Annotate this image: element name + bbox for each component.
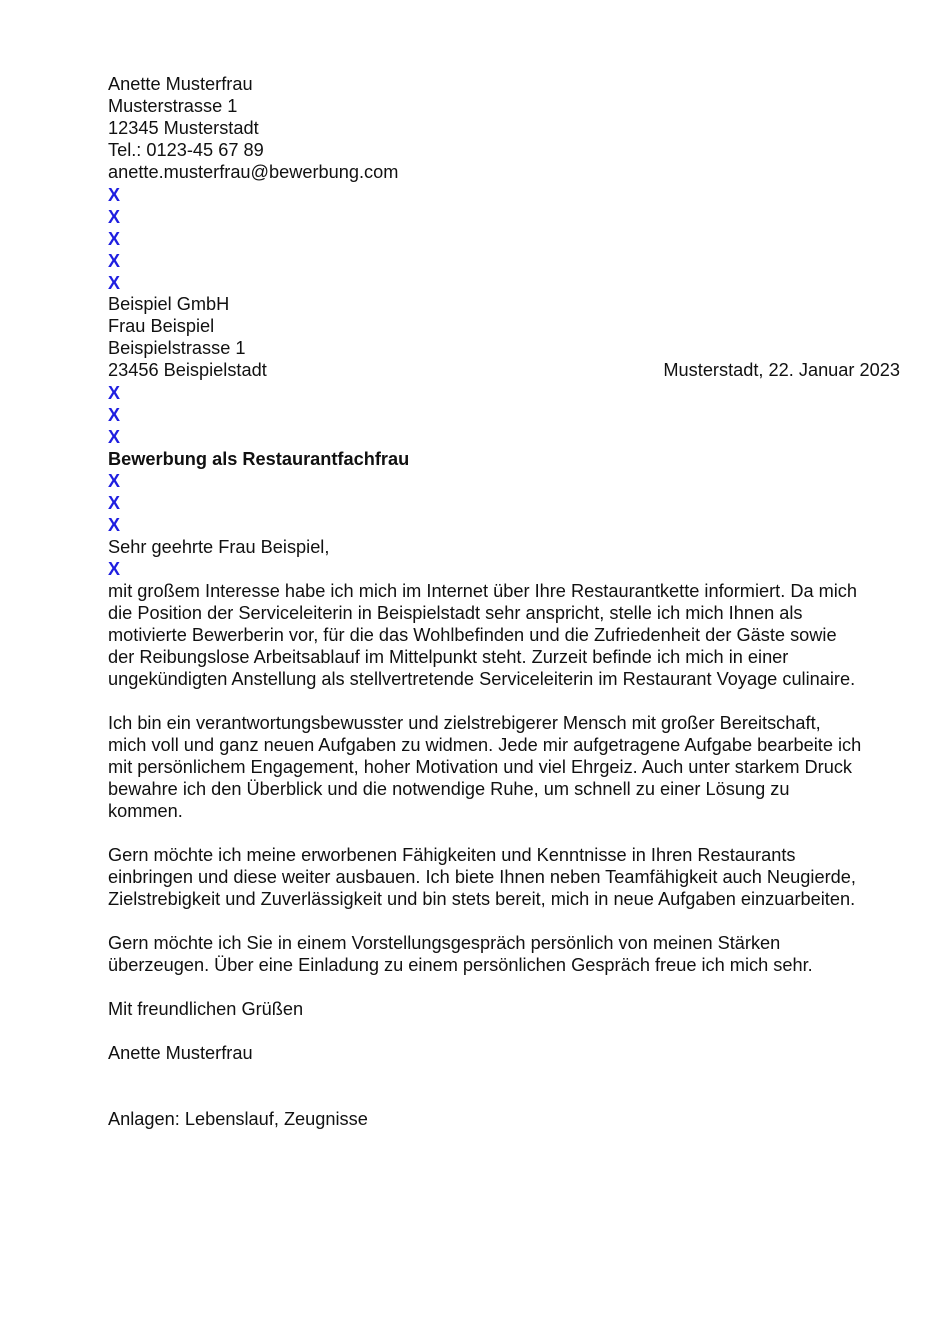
paragraph-line: Gern möchte ich Sie in einem Vorstellungsgespräch persönlich von meinen Stärken bbox=[108, 933, 781, 953]
paragraph-line: einbringen und diese weiter ausbauen. Ich biete Ihnen neben Teamfähigkeit auch Neugierde, bbox=[108, 867, 856, 887]
paragraph-line: ungekündigten Anstellung als stellvertretende Serviceleiterin im Restaurant Voyage culinaire. bbox=[108, 669, 856, 689]
salutation: Sehr geehrte Frau Beispiel, bbox=[108, 537, 330, 557]
body-paragraph bbox=[108, 712, 908, 822]
signature-name: Anette Musterfrau bbox=[108, 1043, 253, 1063]
sender-name: Anette Musterfrau bbox=[108, 74, 253, 94]
letter-date: Musterstadt, 22. Januar 2023 bbox=[663, 360, 900, 380]
spacer-marker: X bbox=[108, 493, 121, 513]
paragraph-line: mich voll und ganz neuen Aufgaben zu widmen. Jede mir aufgetragene Aufgabe bearbeite ich bbox=[108, 735, 862, 755]
paragraph-line: motivierte Bewerberin vor, für die das Wohlbefinden und die Zufriedenheit der Gäste sowie bbox=[108, 625, 837, 645]
paragraph-line: Ich bin ein verantwortungsbewusster und zielstrebigerer Mensch mit großer Bereitschaft, bbox=[108, 713, 821, 733]
body-paragraph bbox=[108, 844, 908, 910]
spacer-marker: X bbox=[108, 515, 121, 535]
spacer-marker: X bbox=[108, 273, 121, 293]
spacer-marker: X bbox=[108, 427, 121, 447]
paragraph-line: bewahre ich den Überblick und die notwendige Ruhe, um schnell zu einer Lösung zu bbox=[108, 779, 790, 799]
paragraph-line: kommen. bbox=[108, 801, 183, 821]
sender-phone: Tel.: 0123-45 67 89 bbox=[108, 140, 264, 160]
attachments: Anlagen: Lebenslauf, Zeugnisse bbox=[108, 1109, 368, 1129]
paragraph-line: überzeugen. Über eine Einladung zu einem persönlichen Gespräch freue ich mich sehr. bbox=[108, 955, 813, 975]
body-paragraph bbox=[108, 580, 908, 690]
spacer-marker: X bbox=[108, 383, 121, 403]
sender-email: anette.musterfrau@bewerbung.com bbox=[108, 162, 399, 182]
spacer-marker: X bbox=[108, 185, 121, 205]
letter-subject: Bewerbung als Restaurantfachfrau bbox=[108, 449, 410, 469]
sender-street: Musterstrasse 1 bbox=[108, 96, 238, 116]
closing: Mit freundlichen Grüßen bbox=[108, 999, 304, 1019]
paragraph-line: die Position der Serviceleiterin in Beispielstadt sehr anspricht, stelle ich mich Ihnen als bbox=[108, 603, 803, 623]
spacer-marker: X bbox=[108, 559, 121, 579]
sender-city: 12345 Musterstadt bbox=[108, 118, 259, 138]
spacer-marker: X bbox=[108, 471, 121, 491]
paragraph-line: mit großem Interesse habe ich mich im Internet über Ihre Restaurantkette informiert. Da mich bbox=[108, 581, 858, 601]
body-paragraph bbox=[108, 932, 908, 976]
spacer-marker: X bbox=[108, 251, 121, 271]
paragraph-line: der Reibungslose Arbeitsablauf im Mittelpunkt steht. Zurzeit befinde ich mich in einer bbox=[108, 647, 789, 667]
recipient-city: 23456 Beispielstadt bbox=[108, 360, 267, 380]
paragraph-line: Gern möchte ich meine erworbenen Fähigkeiten und Kenntnisse in Ihren Restaurants bbox=[108, 845, 796, 865]
paragraph-line: mit persönlichem Engagement, hoher Motivation und viel Ehrgeiz. Auch unter starkem Druck bbox=[108, 757, 853, 777]
recipient-company: Beispiel GmbH bbox=[108, 294, 230, 314]
spacer-marker: X bbox=[108, 207, 121, 227]
spacer-marker: X bbox=[108, 405, 121, 425]
recipient-contact: Frau Beispiel bbox=[108, 316, 215, 336]
spacer-marker: X bbox=[108, 229, 121, 249]
recipient-street: Beispielstrasse 1 bbox=[108, 338, 246, 358]
paragraph-line: Zielstrebigkeit und Zuverlässigkeit und bin stets bereit, mich in neue Aufgaben einzuarbeiten. bbox=[108, 889, 856, 909]
